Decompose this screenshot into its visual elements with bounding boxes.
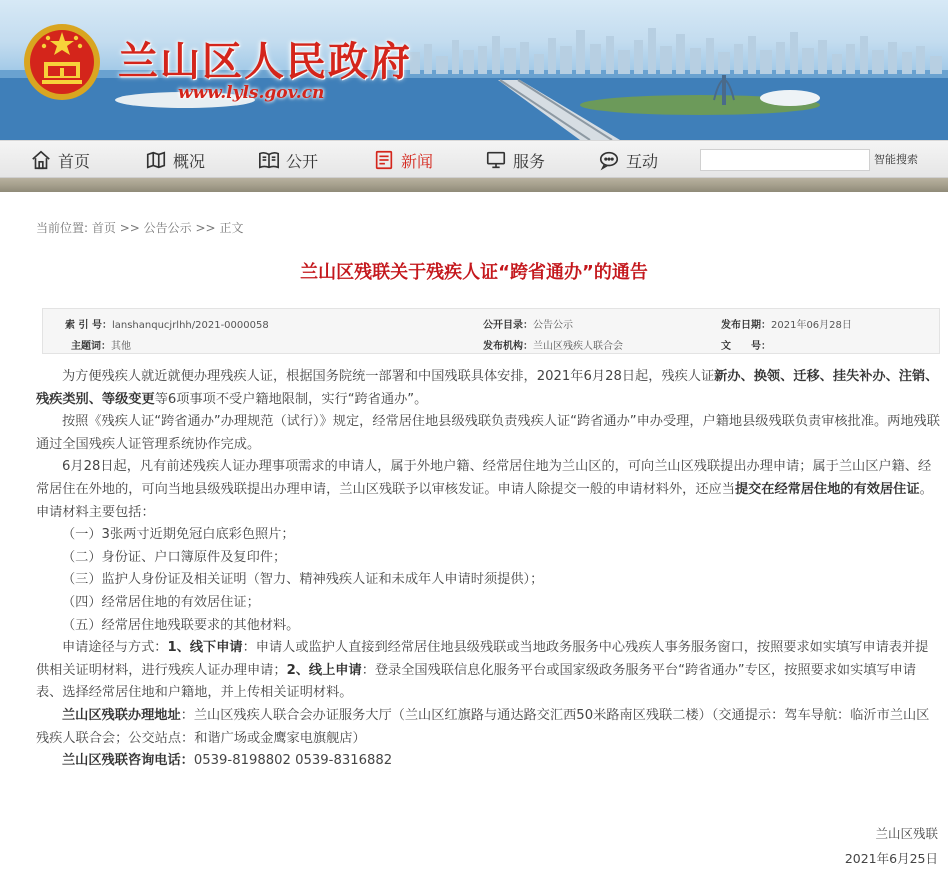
paragraph-emphasis: 1、线下申请: [167, 640, 243, 656]
breadcrumb-prefix: 当前位置:: [36, 221, 89, 235]
paragraph-text: 为方便残疾人就近就便办理残疾人证，根据国务院统一部署和中国残联具体安排，2021年6月28日起，残疾人证: [62, 369, 715, 384]
meta-index: [65, 316, 269, 331]
paragraph-text: 0539-8198802 0539-8316882: [193, 753, 393, 769]
paragraph-emphasis: 兰山区残联咨询电话：: [62, 753, 194, 769]
map-icon: [145, 149, 167, 171]
paragraph-emphasis: 提交在经常居住地的有效居住证: [734, 481, 920, 497]
chat-icon: [598, 149, 620, 171]
meta-index-value: lanshanqucjrlhh/2021-0000058: [111, 320, 269, 331]
meta-docno: [721, 337, 771, 352]
paragraph-intro: [36, 366, 940, 411]
nav-item-home[interactable]: [30, 141, 90, 179]
home-icon: [30, 149, 52, 171]
meta-date: [721, 316, 852, 331]
meta-topic: [71, 337, 131, 352]
paragraph-emphasis: 2、线上申请: [286, 662, 362, 678]
site-url[interactable]: www.lyls.gov.cn: [178, 83, 325, 103]
meta-topic-value: 其他: [111, 341, 131, 352]
meta-catalog-label: 公开目录：: [483, 320, 533, 331]
nav-item-news[interactable]: [373, 141, 433, 179]
meta-org-label: 发布机构：: [483, 341, 533, 352]
meta-topic-label: 主题词：: [71, 341, 111, 352]
meta-date-label: 发布日期：: [721, 320, 771, 331]
article-title: 兰山区残联关于残疾人证“跨省通办”的通告: [300, 262, 648, 283]
nav-item-service[interactable]: [485, 141, 545, 179]
nav-label-public: 公开: [286, 151, 319, 171]
breadcrumb-home[interactable]: 首页: [91, 221, 116, 235]
meta-index-label: 索 引 号：: [65, 320, 112, 331]
list-item: （五）经常居住地残联要求的其他材料。: [62, 617, 300, 633]
nav-item-public[interactable]: [258, 141, 318, 179]
signoff-date: 2021年6月25日: [844, 851, 938, 866]
list-item: （三）监护人身份证及相关证明（智力、精神残疾人证和未成年人申请时须提供）；: [62, 572, 544, 588]
breadcrumb-separator: >>: [119, 221, 140, 235]
paragraph-text: 申请途径与方式：: [62, 640, 168, 656]
paragraph-text: ：申请人或监护人直接到经常居住地县级残联或当地政务服务中心残疾人事务服务窗口，按照要求如实填写申请表并提供相关证明材料，进行残疾人证办理申请；: [36, 640, 929, 678]
paragraph-text: ：登录全国残联信息化服务平台或国家级政务服务平台“跨省通办”专区，按照要求如实填写申请表、选择经常居住地和户籍地，并上传相关证明材料。: [36, 662, 917, 701]
list-item: （一）3张两寸近期免冠白底彩色照片；: [62, 527, 295, 543]
paragraph-text: 6月28日起，凡有前述残疾人证办理事项需求的申请人，属于外地户籍、经常居住地为兰山区的，可向兰山区残联提出办理申请；属于兰山区户籍、经常居住在外地的，可向当地县级残联提出办理申请，兰山区残联予以审核发证。申请人除提交一般的申请材料外，还应当: [36, 459, 932, 497]
list-item: （二）身份证、户口簿原件及复印件；: [62, 549, 287, 565]
meta-org: [483, 337, 623, 352]
paragraph-application: [36, 456, 940, 524]
monitor-icon: [485, 149, 507, 171]
breadcrumb: [36, 219, 243, 236]
nav-label-news: 新闻: [401, 151, 434, 171]
paragraph-address: [36, 705, 940, 750]
main-nav: [0, 140, 948, 178]
paragraph-emphasis: 兰山区残联办理地址: [62, 707, 181, 723]
signoff-organization: 兰山区残联: [875, 826, 938, 841]
nav-label-overview: 概况: [173, 151, 206, 171]
meta-catalog-value: 公告公示: [533, 320, 573, 331]
paragraph-methods: [36, 637, 940, 705]
meta-catalog: [483, 316, 573, 331]
article-body: [36, 366, 940, 773]
nav-item-interact[interactable]: [598, 141, 658, 179]
decorative-strip: [0, 178, 948, 192]
paragraph-phone: [36, 750, 940, 773]
nav-label-home: 首页: [58, 151, 91, 171]
nav-label-service: 服务: [513, 151, 546, 171]
paragraph-text: 。申请材料主要包括：: [36, 481, 933, 520]
paragraph-emphasis: 新办、换领、迁移、挂失补办、注销、残疾类别、等级变更: [36, 369, 939, 407]
search-button[interactable]: 智能搜索: [874, 153, 918, 166]
breadcrumb-separator: >>: [195, 221, 216, 235]
meta-docno-label: 文 号：: [721, 341, 771, 352]
list-item: （四）经常居住地的有效居住证；: [62, 594, 260, 610]
paragraph-rules: 按照《残疾人证“跨省通办”办理规范（试行）》规定，经常居住地县级残联负责残疾人证“跨省通办”申办受理，户籍地县级残联负责审核批准。两地残联通过全国残疾人证管理系统协作完成。: [36, 414, 940, 452]
document-meta-table: [42, 308, 940, 354]
search-input[interactable]: [700, 149, 870, 171]
nav-item-overview[interactable]: [145, 141, 205, 179]
header-banner: [0, 0, 948, 140]
nav-label-interact: 互动: [626, 151, 659, 171]
book-icon: [258, 149, 280, 171]
national-emblem-icon: [22, 22, 102, 102]
meta-org-value: 兰山区残疾人联合会: [533, 341, 623, 352]
meta-date-value: 2021年06月28日: [771, 320, 852, 331]
paragraph-text: 等6项事项不受户籍地限制，实行“跨省通办”。: [154, 391, 428, 407]
breadcrumb-current: 正文: [219, 221, 244, 235]
newspaper-icon: [373, 149, 395, 171]
paragraph-text: ：兰山区残疾人联合会办证服务大厅（兰山区红旗路与通达路交汇西50米路南区残联二楼）（交通提示：驾车导航：临沂市兰山区残疾人联合会；公交站点：和谐广场或金鹰家电旗舰店）: [36, 707, 930, 746]
breadcrumb-notices[interactable]: 公告公示: [143, 221, 192, 235]
site-title: 兰山区人民政府: [118, 38, 412, 85]
